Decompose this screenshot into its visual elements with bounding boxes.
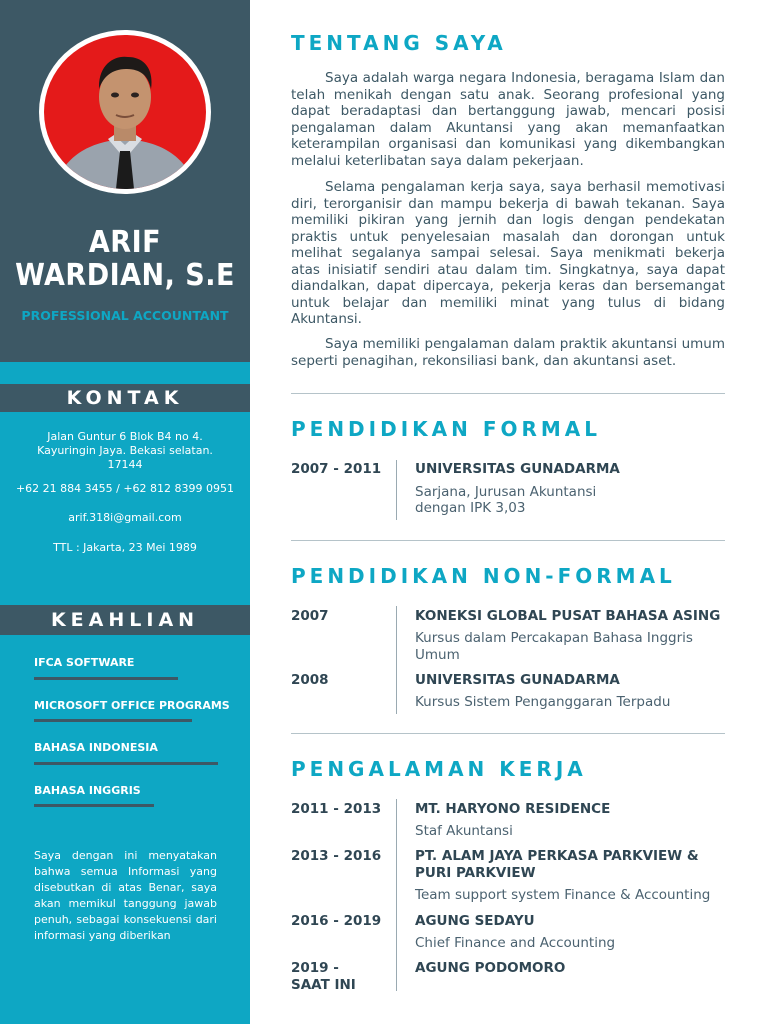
skill-bar xyxy=(34,677,218,680)
entry-year: 2013 - 2016 xyxy=(291,848,382,864)
address-line-2: Kayuringin Jaya. Bekasi selatan. xyxy=(37,444,213,457)
skill-label: BAHASA INGGRIS xyxy=(34,784,141,797)
about-paragraph-3: Saya memiliki pengalaman dalam praktik akuntansi umum seperti penagihan, rekonsiliasi bank, dan akuntansi aset. xyxy=(291,336,725,369)
full-name xyxy=(0,226,250,292)
contact-heading: KONTAK xyxy=(0,384,250,412)
formal-education-heading: PENDIDIKAN FORMAL xyxy=(291,417,602,441)
entry-description: Kursus Sistem Penganggaran Terpadu xyxy=(415,694,671,710)
skill-bar xyxy=(34,719,218,722)
name-line-2: WARDIAN, S.E xyxy=(15,258,235,293)
entry-organization: PURI PARKVIEW xyxy=(415,865,536,881)
timeline-line xyxy=(396,799,397,991)
contact-birth: TTL : Jakarta, 23 Mei 1989 xyxy=(53,541,197,554)
skill-bar xyxy=(34,804,218,807)
skill-bar xyxy=(34,762,218,765)
entry-description: Team support system Finance & Accounting xyxy=(415,887,711,903)
entry-year: 2011 - 2013 xyxy=(291,801,382,817)
address-line-1: Jalan Guntur 6 Blok B4 no 4. xyxy=(47,430,203,443)
entry-year: 2008 xyxy=(291,672,329,688)
entry-organization: KONEKSI GLOBAL PUSAT BAHASA ASING xyxy=(415,608,721,624)
section-divider xyxy=(291,733,725,734)
entry-organization: AGUNG SEDAYU xyxy=(415,913,535,929)
entry-description: Staf Akuntansi xyxy=(415,823,513,839)
contact-email: arif.318i@gmail.com xyxy=(68,511,182,524)
entry-description: Sarjana, Jurusan Akuntansi xyxy=(415,484,597,500)
skill-label: BAHASA INDONESIA xyxy=(34,741,158,754)
work-experience-heading: PENGALAMAN KERJA xyxy=(291,757,587,781)
entry-description: Kursus dalam Percakapan Bahasa Inggris xyxy=(415,630,693,646)
entry-description: Umum xyxy=(415,647,460,663)
section-divider xyxy=(291,540,725,541)
entry-organization: AGUNG PODOMORO xyxy=(415,960,566,976)
name-line-1: ARIF xyxy=(88,225,162,260)
about-paragraph-2: Selama pengalaman kerja saya, saya berhasil memotivasi diri, terorganisir dan mampu bekerja di bawah tekanan. Saya memiliki pikiran yang jernih dan logis dengan pendekatan praktis untuk penyelesaian masalah dan dorongan untuk melihat segalanya sampai selesai. Saya menikmati bekerja atas inisiatif sendiri atau dalam tim. Singkatnya, saya dapat diandalkan, dapat dipercaya, pekerja keras dan bersemangat untuk belajar dan memiliki minat yang tulus di bidang Akuntansi. xyxy=(291,179,725,327)
entry-year: 2007 - 2011 xyxy=(291,461,382,477)
entry-organization: UNIVERSITAS GUNADARMA xyxy=(415,672,620,688)
nonformal-education-heading: PENDIDIKAN NON-FORMAL xyxy=(291,564,676,588)
entry-year: SAAT INI xyxy=(291,977,356,993)
timeline-line xyxy=(396,460,397,520)
entry-description: dengan IPK 3,03 xyxy=(415,500,526,516)
person-portrait-icon xyxy=(44,35,206,189)
entry-year: 2007 xyxy=(291,608,329,624)
about-paragraph-1: Saya adalah warga negara Indonesia, beragama Islam dan telah menikah dengan satu anak. Seorang profesional yang dapat beradaptasi dan bertanggung jawab, mencari posisi pengalaman dalam Akuntansi yang akan memanfaatkan keterampilan organisasi dan komunikasi yang dikembangkan melalui keterlibatan saya dalam pekerjaan. xyxy=(291,70,725,169)
timeline-line xyxy=(396,606,397,714)
entry-description: Chief Finance and Accounting xyxy=(415,935,616,951)
skill-label: MICROSOFT OFFICE PROGRAMS xyxy=(34,699,230,712)
entry-year: 2019 - xyxy=(291,960,339,976)
section-divider xyxy=(291,393,725,394)
contact-phone: +62 21 884 3455 / +62 812 8399 0951 xyxy=(15,482,235,495)
skill-label: IFCA SOFTWARE xyxy=(34,656,135,669)
address-line-3: 17144 xyxy=(107,458,143,471)
job-title: PROFESSIONAL ACCOUNTANT xyxy=(21,308,229,323)
declaration-statement: Saya dengan ini menyatakan bahwa semua Informasi yang disebutkan di atas Benar, saya akan memikul tanggung jawab penuh, sebagai konsekuensi dari informasi yang diberikan xyxy=(34,849,217,942)
contact-address xyxy=(0,430,250,472)
skills-heading: KEAHLIAN xyxy=(0,605,250,635)
entry-organization: UNIVERSITAS GUNADARMA xyxy=(415,461,620,477)
profile-photo xyxy=(39,30,211,194)
about-heading: TENTANG SAYA xyxy=(291,31,507,55)
entry-organization: PT. ALAM JAYA PERKASA PARKVIEW & xyxy=(415,848,699,864)
entry-year: 2016 - 2019 xyxy=(291,913,382,929)
entry-organization: MT. HARYONO RESIDENCE xyxy=(415,801,611,817)
